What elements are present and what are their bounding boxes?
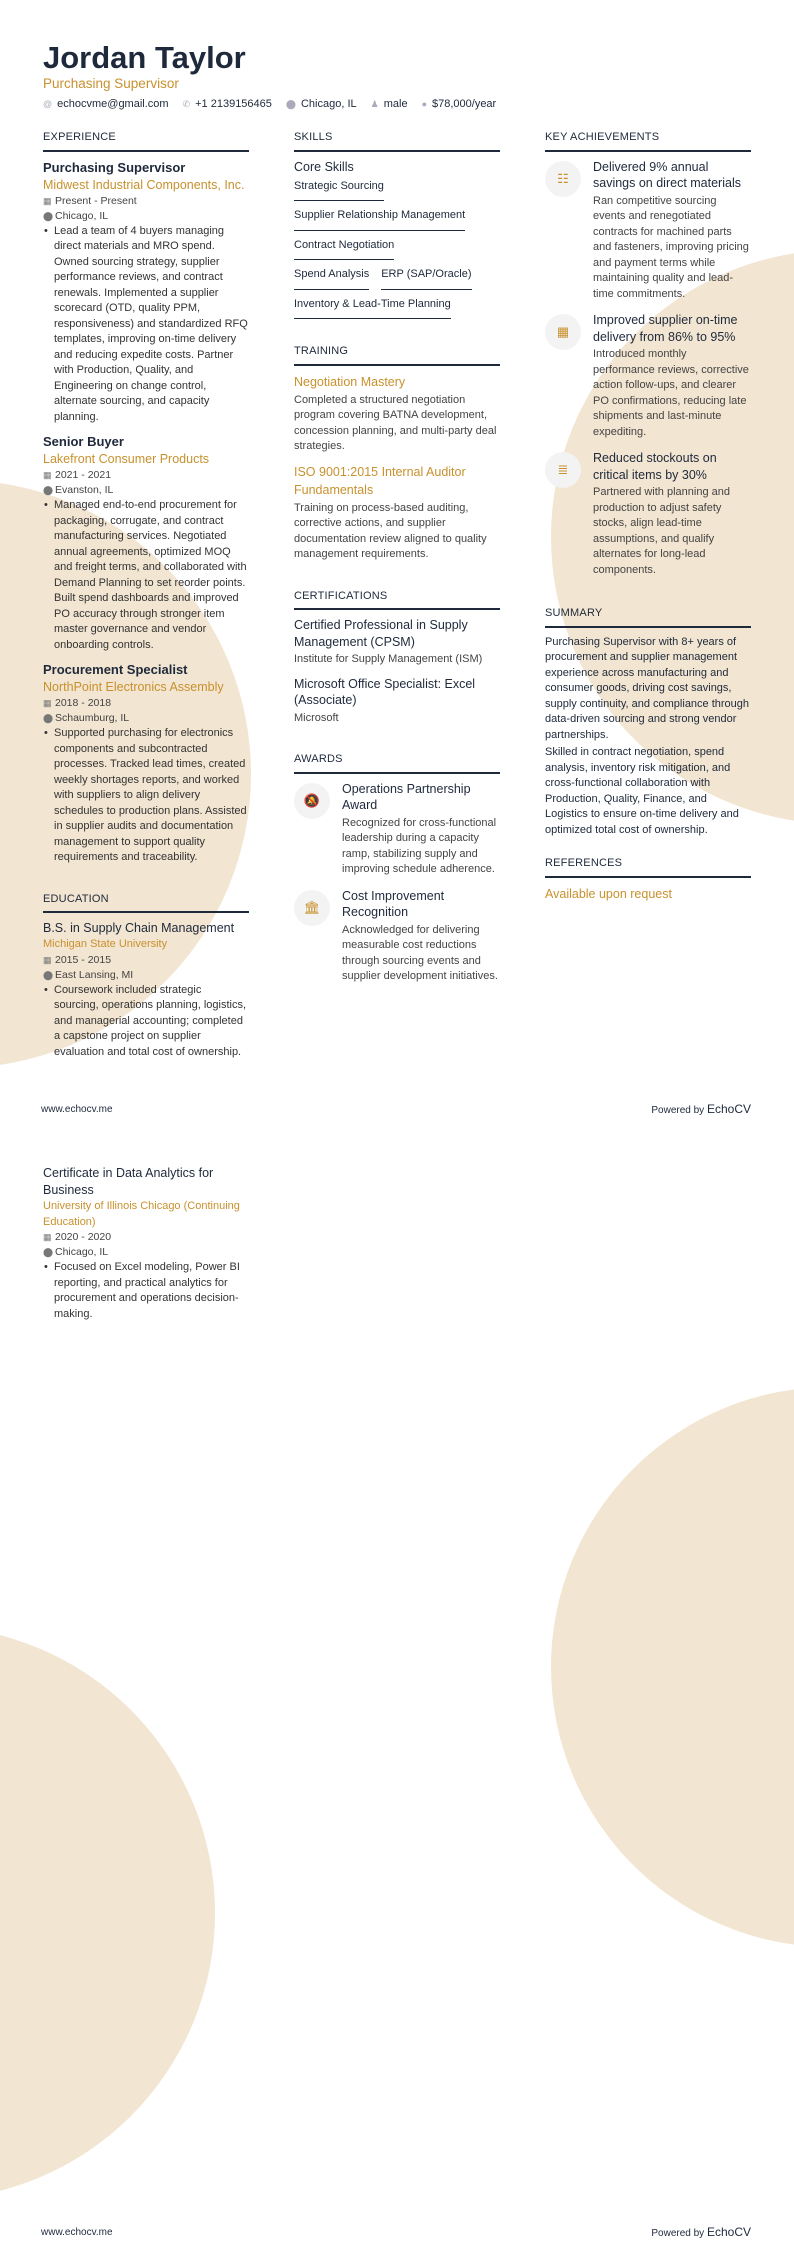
location-icon: ⬤ [43,713,54,723]
experience-entry: Senior Buyer Lakefront Consumer Products ▦ 2021 - 2021 ⬤ Evanston, IL • Managed end-to-end procurement for packaging, corrugate, and contract manufacturing services. Negotiated annual agreements, optimized MOQ and freight terms, and collaborated with Demand Planning to set reorder points. Built spend dashboards and improved PO accuracy through stronger item master governance and vendor onboarding controls. [43,433,249,653]
section-awards: AWARDS [294,752,500,774]
section-education: EDUCATION [43,892,249,914]
contact-gender: ♟ male [370,98,408,110]
references-text: Available upon request [545,886,672,901]
bank-icon: 🏛 [294,890,330,926]
middle-column: SKILLS Core Skills Strategic Sourcing Supplier Relationship Management Contract Negotiation Spend Analysis ERP (SAP/Oracle) Inventory & Lead-Time Planning TRAINING Negotiation Mastery Completed a structured negotiation program covering BATNA development, concession planning, and multi-party deal strategies. ISO 9001:2015 Internal Auditor Fundamentals Training on process-based auditing, corrective actions, and supplier documentation review aligned to quality management requirements. CERTIFICATIONS Certified Professional in Supply Management (CPSM) Institute for Supply Management (ISM) Microsoft Office Specialist: Excel (Associate) Microsoft AWARDS 🔕 Operations Partnership Award Recognized for cross-functional leadership during a capacity ramp, stabilizing supply and improving schedule adherence. 🏛 Cost Improvement Recognition Acknowledged for delivering measurable cost reductions through sourcing events and supplier development initiatives. [294,130,500,995]
section-skills: SKILLS [294,130,500,152]
phone-icon: ✆ [182,99,191,109]
footer-site[interactable]: www.echocv.me [41,2227,113,2238]
achievement-entry: ≣ Reduced stockouts on critical items by 30% Partnered with planning and production to adjust safety stocks, align lead-time assumptions, and qualify alternates for long-lead components. [545,450,751,578]
location-icon: ⬤ [285,99,296,109]
skill-item: ERP (SAP/Oracle) [381,267,471,290]
calendar-icon: ▦ [43,698,52,708]
award-entry: 🔕 Operations Partnership Award Recognized for cross-functional leadership during a capacity ramp, stabilizing supply and improving schedule adherence. [294,781,500,878]
training-entry: Negotiation Mastery Completed a structured negotiation program covering BATNA development, concession planning, and multi-party deal strategies. [294,374,497,452]
footer-powered: Powered by EchoCV [651,1102,751,1116]
skill-item: Strategic Sourcing [294,179,384,202]
location-icon: ⬤ [43,969,54,980]
contact-phone: ✆ +1 2139156465 [182,98,272,110]
calendar-icon: ▦ [43,195,52,206]
skill-item: Spend Analysis [294,267,369,290]
candidate-title: Purchasing Supervisor [43,76,179,91]
left-column-continued [43,1165,249,1330]
award-entry: 🏛 Cost Improvement Recognition Acknowledged for delivering measurable cost reductions through sourcing events and supplier development initiatives. [294,888,500,985]
contact-row [43,98,496,110]
skill-item: Inventory & Lead-Time Planning [294,297,451,320]
brand-logo[interactable]: EchoCV [706,1102,751,1116]
calendar-icon: ▦ [43,1232,52,1242]
section-training: TRAINING [294,344,500,366]
location-icon: ⬤ [43,210,54,221]
person-icon: ♟ [370,99,379,109]
achievement-entry: ☷ Delivered 9% annual savings on direct materials Ran competitive sourcing events and renegotiated contracts for machined parts and fasteners, improving pricing and payment terms while maintaining quality and lead-time commitments. [545,159,751,303]
section-experience: EXPERIENCE [43,130,249,152]
section-references: REFERENCES [545,856,751,878]
contact-email: @ echocvme@gmail.com [43,98,169,110]
certification-entry: Microsoft Office Specialist: Excel (Associate) Microsoft [294,676,476,724]
cake-icon: ≣ [545,452,581,488]
contact-salary: ● $78,000/year [421,98,497,110]
skills-list [294,179,500,327]
education-entry: B.S. in Supply Chain Management Michigan State University ▦ 2015 - 2015 ⬤ East Lansing, MI • Coursework included strategic sourcing, operations planning, logistics, and managerial accounting; completed a capstone project on supplier evaluation and total cost of ownership. [43,920,249,1060]
calendar-icon: ▦ [43,470,52,480]
candidate-name: Jordan Taylor [43,40,246,75]
left-column [43,130,249,1068]
decor-circle [551,1387,794,1947]
location-icon: ⬤ [43,1247,54,1257]
education-entry: Certificate in Data Analytics for Business University of Illinois Chicago (Continuing Education) ▦ 2020 - 2020 ⬤ Chicago, IL • Focused on Excel modeling, Power BI reporting, and practical analytics for procurement and operations decision-making. [43,1165,249,1322]
contact-location: ⬤ Chicago, IL [285,98,357,110]
experience-entry: Purchasing Supervisor Midwest Industrial Components, Inc. ▦ Present - Present ⬤ Chicago, IL • Lead a team of 4 buyers managing direct materials and MRO spend. Owned sourcing strategy, supplier performance reviews, and contract renewals. Implemented a supplier scorecard (OTD, quality PPM, responsiveness) and standardized RFQ templates, improving on-time delivery and reducing expedite costs. Partner with Production, Quality, and Engineering on change control, alternate sourcing, and capacity planning. [43,159,249,426]
experience-entry: Procurement Specialist NorthPoint Electronics Assembly ▦ 2018 - 2018 ⬤ Schaumburg, IL • Supported purchasing for electronics components and subcontracted processes. Tracked lead times, created weekly shortages reports, and worked with suppliers to align delivery schedules to production plans. Assisted in supplier audits and documentation management to support quality requirements and traceability. [43,661,249,866]
footer-powered: Powered by EchoCV [651,2225,751,2239]
location-icon: ⬤ [43,485,54,495]
bell-slash-icon: 🔕 [294,783,330,819]
calendar-icon: ▦ [43,954,52,965]
right-column [545,130,751,903]
summary-paragraph: Purchasing Supervisor with 8+ years of procurement and supplier management experience across manufacturing and consumer goods, driving cost savings, supply continuity, and compliance through data-driven sourcing and strong vendor partnerships. [545,635,750,741]
skill-item: Supplier Relationship Management [294,208,465,231]
at-icon: @ [43,99,53,109]
salary-icon: ● [421,99,427,109]
section-key-achievements: KEY ACHIEVEMENTS [545,130,751,152]
section-certifications: CERTIFICATIONS [294,589,500,611]
decor-circle [0,1626,215,2200]
page-2 [0,1123,794,2246]
brand-logo[interactable]: EchoCV [706,2225,751,2239]
footer-site[interactable]: www.echocv.me [41,1104,113,1115]
training-entry: ISO 9001:2015 Internal Auditor Fundamentals Training on process-based auditing, corrective actions, and supplier documentation review aligned to quality management requirements. [294,464,487,560]
sliders-icon: ☷ [545,161,581,197]
skill-item: Contract Negotiation [294,238,394,261]
summary-paragraph: Skilled in contract negotiation, spend analysis, inventory risk mitigation, and cross-functional collaboration with Production, Quality, Finance, and Logistics to ensure on-time delivery and optimized total cost of ownership. [545,746,739,836]
achievement-entry: ▦ Improved supplier on-time delivery from 86% to 95% Introduced monthly performance reviews, corrective action follow-ups, and clearer PO confirmations, reducing late shipments and last-minute expediting. [545,312,751,440]
section-summary: SUMMARY [545,606,751,628]
store-icon: ▦ [545,314,581,350]
certification-entry: Certified Professional in Supply Management (CPSM) Institute for Supply Management (ISM) [294,618,483,665]
